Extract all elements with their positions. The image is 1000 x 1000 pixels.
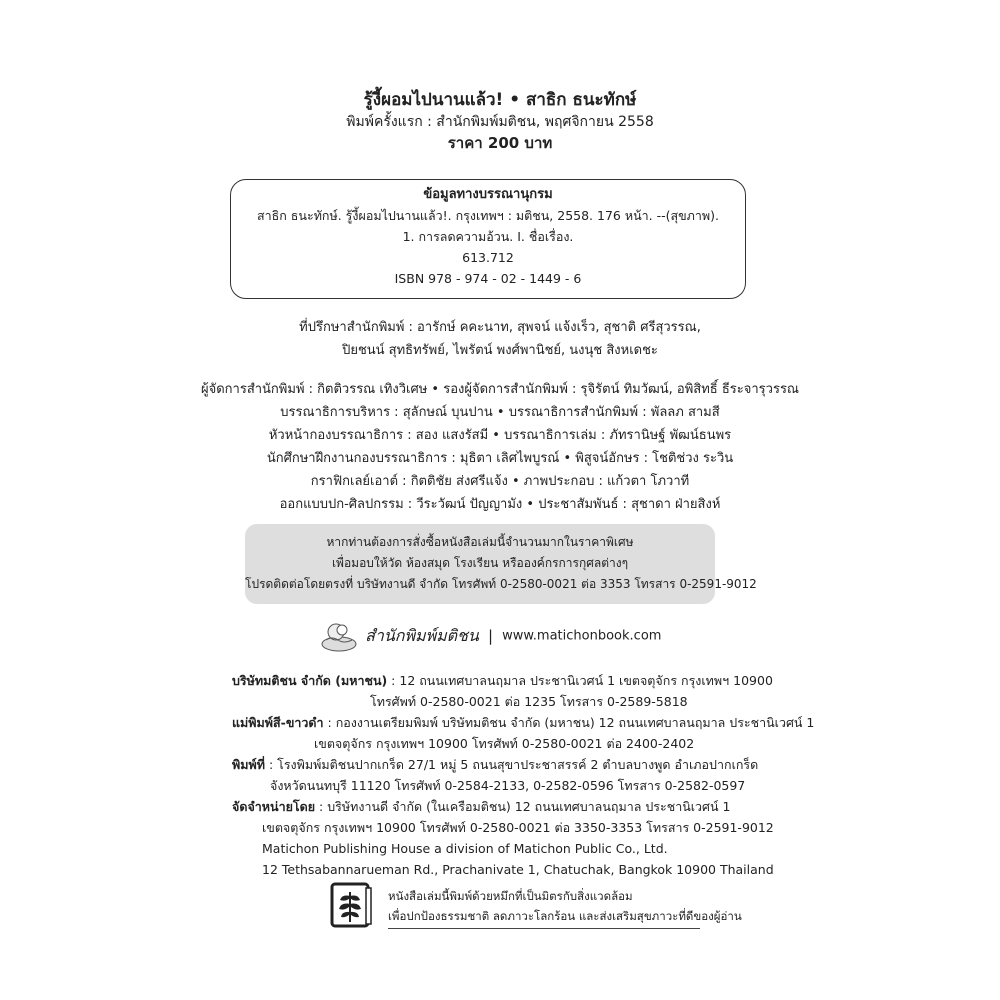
- cip-line: 1. การลดความอ้วน. I. ชื่อเรื่อง.: [402, 229, 574, 244]
- staff-line: ออกแบบปก-ศิลปกรรม : วีระวัฒน์ ปัญญามัง • ประชาสัมพันธ์ : สุชาดา ฝ่ายสิงห์: [279, 497, 721, 512]
- cip-heading: ข้อมูลทางบรรณานุกรม: [423, 187, 553, 202]
- book-title: รู้งี้ผอมไปนานแล้ว! • สาธิก ธนะทักษ์: [363, 90, 637, 110]
- advisors-line: ที่ปรึกษาสำนักพิมพ์ : อารักษ์ คคะนาท, สุพจน์ แจ้งเร็ว, สุชาติ ศรีสุวรรณ,: [299, 320, 701, 335]
- distributor-phone: เขตจตุจักร กรุงเทพฯ 10900 โทรศัพท์ 0-2580-0021 ต่อ 3350-3353 โทรสาร 0-2591-9012: [262, 820, 774, 835]
- order-notice-line: เพื่อมอบให้วัด ห้องสมุด โรงเรียน หรือองค์กรการกุศลต่างๆ: [331, 556, 629, 570]
- title-block: [0, 88, 1000, 154]
- publisher-logo-text: สำนักพิมพ์มติชน: [365, 625, 479, 645]
- distributor-label: จัดจำหน่ายโดย: [232, 799, 316, 814]
- company-address: : 12 ถนนเทศบาลนฤมาล ประชานิเวศน์ 1 เขตจตุจักร กรุงเทพฯ 10900: [387, 673, 773, 688]
- cip-line: ISBN 978 - 974 - 02 - 1449 - 6: [394, 271, 582, 286]
- plate-address: : กองงานเตรียมพิมพ์ บริษัทมติชน จำกัด (มหาชน) 12 ถนนเทศบาลนฤมาล ประชานิเวศน์ 1: [323, 715, 815, 730]
- plate-info: [232, 712, 814, 733]
- plate-label: แม่พิมพ์สี-ขาวดำ: [232, 715, 324, 730]
- printer-phone: จังหวัดนนทบุรี 11120 โทรศัพท์ 0-2584-2133, 0-2582-0596 โทรสาร 0-2582-0597: [270, 778, 746, 793]
- company-label: บริษัทมติชน จำกัด (มหาชน): [232, 673, 388, 688]
- advisors-block: [0, 316, 1000, 362]
- eco-notice-line: หนังสือเล่มนี้พิมพ์ด้วยหมึกที่เป็นมิตรกับสิ่งแวดล้อม: [388, 889, 633, 903]
- company-info: [232, 670, 773, 691]
- english-line: 12 Tethsabannarueman Rd., Prachanivate 1, Chatuchak, Bangkok 10900 Thailand: [262, 862, 774, 877]
- english-line: Matichon Publishing House a division of Matichon Public Co., Ltd.: [262, 841, 668, 856]
- edition-line: พิมพ์ครั้งแรก : สำนักพิมพ์มติชน, พฤศจิกายน 2558: [346, 114, 654, 130]
- company-phone: โทรศัพท์ 0-2580-0021 ต่อ 1235 โทรสาร 0-2589-5818: [370, 694, 688, 709]
- printer-info: [232, 754, 758, 775]
- publisher-logo-row: [320, 618, 661, 658]
- price-line: ราคา 200 บาท: [447, 134, 553, 152]
- distributor-address: : บริษัทงานดี จำกัด (ในเครือมติชน) 12 ถนนเทศบาลนฤมาล ประชานิเวศน์ 1: [315, 799, 731, 814]
- advisors-line: ปิยชนน์ สุทธิทรัพย์, ไพรัตน์ พงศ์พานิชย์, นงนุช สิงหเดชะ: [342, 343, 658, 358]
- plate-phone: เขตจตุจักร กรุงเทพฯ 10900 โทรศัพท์ 0-2580-0021 ต่อ 2400-2402: [314, 736, 695, 751]
- eco-underline: [388, 928, 700, 929]
- publisher-website[interactable]: www.matichonbook.com: [502, 628, 662, 644]
- matichon-logo-icon: [320, 618, 358, 654]
- publisher-separator: |: [487, 627, 493, 645]
- staff-line: บรรณาธิการบริหาร : สุลักษณ์ บุนปาน • บรรณาธิการสำนักพิมพ์ : พัลลภ สามสี: [280, 405, 720, 420]
- cip-box: [230, 179, 746, 299]
- printer-label: พิมพ์ที่: [232, 757, 265, 772]
- eco-notice: [388, 886, 742, 926]
- order-notice-line: โปรดติดต่อโดยตรงที่ บริษัทงานดี จำกัด โทรศัพท์ 0-2580-0021 ต่อ 3353 โทรสาร 0-2591-9012: [245, 577, 757, 591]
- leaf-book-icon: [330, 882, 374, 928]
- order-notice-box: [245, 524, 757, 604]
- staff-block: [0, 378, 1000, 516]
- staff-line: ผู้จัดการสำนักพิมพ์ : กิตติวรรณ เทิงวิเศษ • รองผู้จัดการสำนักพิมพ์ : รุจิรัตน์ ทิมวัฒน์, อพิสิทธิ์ ธีระจารุวรรณ: [200, 382, 799, 397]
- staff-line: หัวหน้ากองบรรณาธิการ : สอง แสงรัสมี • บรรณาธิการเล่ม : ภัทรานิษฐ์ พัฒน์ธนพร: [268, 428, 732, 443]
- eco-notice-line: เพื่อปกป้องธรรมชาติ ลดภาวะโลกร้อน และส่งเสริมสุขภาวะที่ดีของผู้อ่าน: [388, 909, 742, 923]
- printer-address: : โรงพิมพ์มติชนปากเกร็ด 27/1 หมู่ 5 ถนนสุขาประชาสรรค์ 2 ตำบลบางพูด อำเภอปากเกร็ด: [264, 757, 759, 772]
- staff-line: นักศึกษาฝึกงานกองบรรณาธิการ : มุธิตา เลิศไพบูรณ์ • พิสูจน์อักษร : โชติช่วง ระวิน: [266, 451, 734, 466]
- cip-line: สาธิก ธนะทักษ์. รู้งี้ผอมไปนานแล้ว!. กรุงเทพฯ : มติชน, 2558. 176 หน้า. --(สุขภาพ).: [256, 208, 720, 223]
- distributor-info: [232, 796, 730, 817]
- staff-line: กราฟิกเลย์เอาต์ : กิตติชัย ส่งศรีแจ้ง • ภาพประกอบ : แก้วตา โภวาที: [310, 474, 690, 489]
- order-notice-line: หากท่านต้องการสั่งซื้อหนังสือเล่มนี้จำนวนมากในราคาพิเศษ: [326, 535, 634, 549]
- cip-line: 613.712: [462, 250, 514, 265]
